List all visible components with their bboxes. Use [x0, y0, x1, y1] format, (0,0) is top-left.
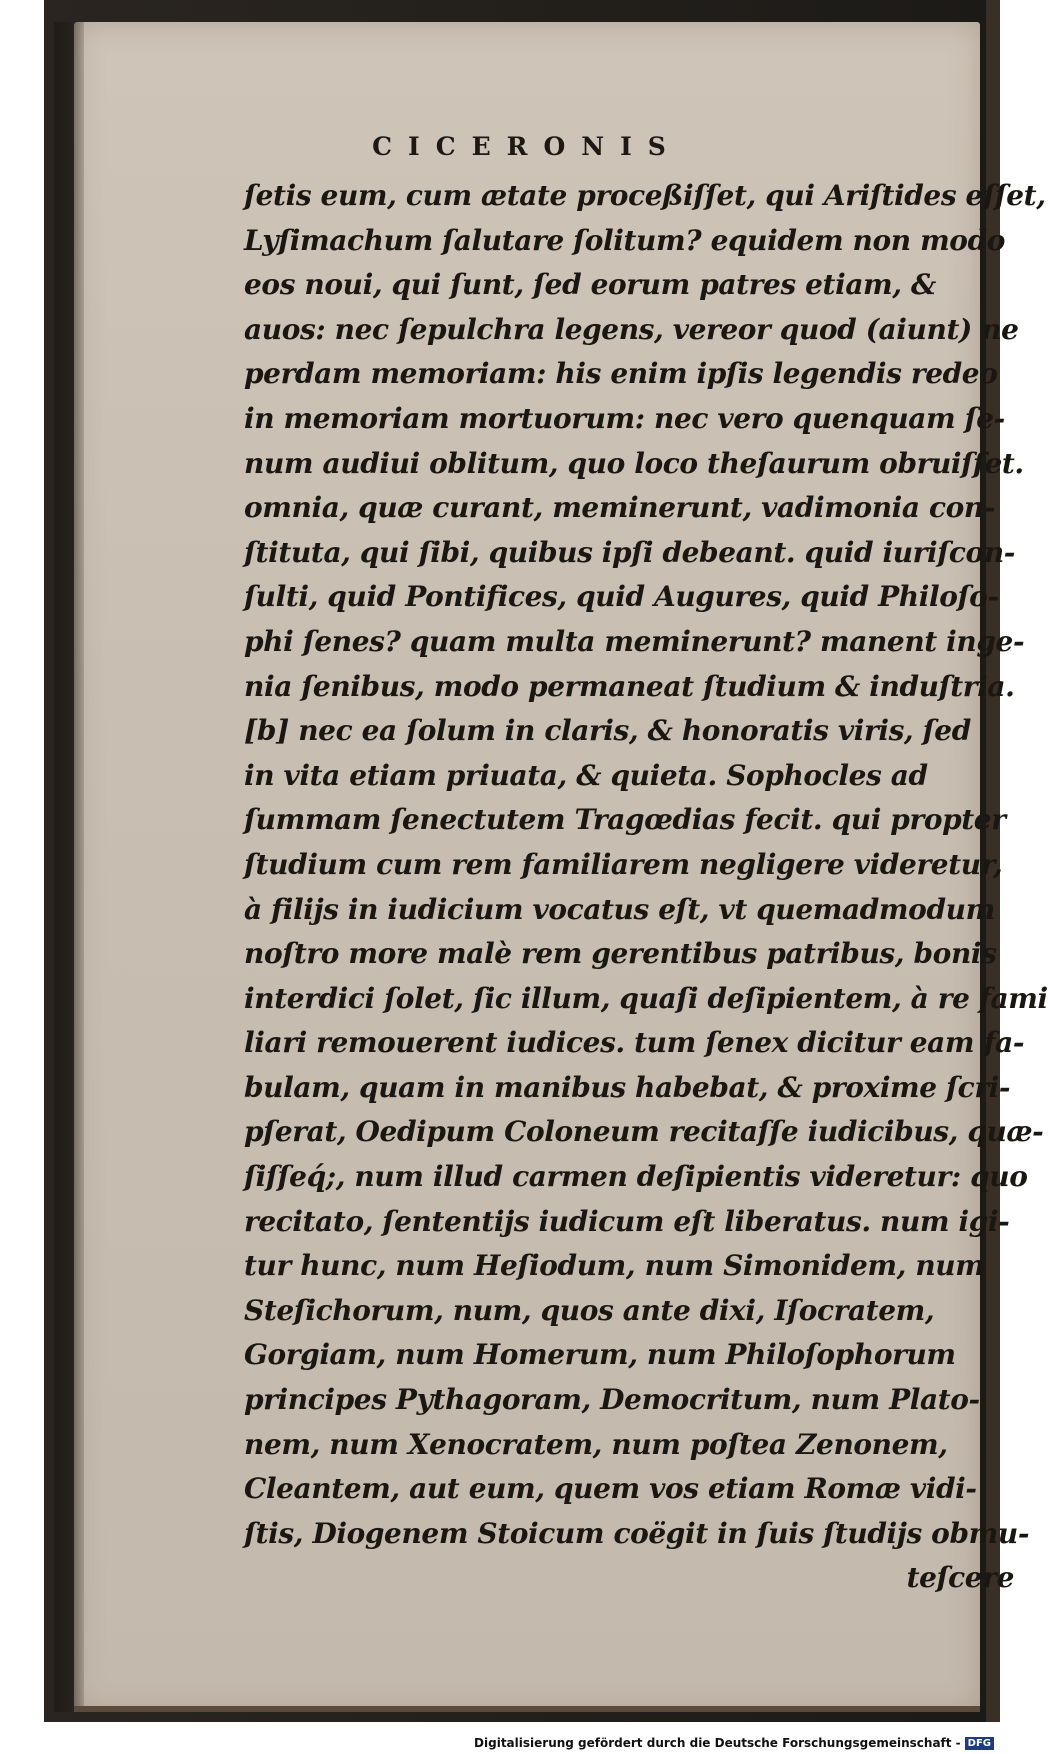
text-line: Steſichorum, num, quos ante dixi, Iſocratem, [244, 1293, 935, 1327]
page-text [244, 174, 1048, 1601]
text-line: tur hunc, num Heſiodum, num Simonidem, num [244, 1249, 985, 1283]
text-line: à filijs in iudicium vocatus eſt, vt quemadmodum [244, 892, 995, 926]
text-line: ſtudium cum rem familiarem negligere videretur, [244, 847, 1003, 881]
text-line: principes Pythagoram, Democritum, num Plato- [244, 1383, 980, 1417]
text-line: Gorgiam, num Homerum, num Philoſophorum [244, 1338, 956, 1372]
text-line: noſtro more malè rem gerentibus patribus, bonis [244, 937, 997, 971]
text-line: ſetis eum, cum ætate proceßiſſet, qui Ariſtides eſſet, [244, 179, 1046, 212]
digitization-credit [474, 1736, 994, 1750]
text-line: nem, num Xenocratem, num poſtea Zenonem, [244, 1427, 948, 1461]
text-line: recitato, ſententijs iudicum eſt liberatus. num igi- [244, 1204, 1010, 1238]
text-line: auos: nec ſepulchra legens, vereor quod (aiunt) ne [244, 312, 1019, 346]
text-line: ſulti, quid Pontifices, quid Augures, quid Philoſo- [244, 580, 999, 614]
text-line: perdam memoriam: his enim ipſis legendis redeo [244, 357, 998, 391]
text-line: pſerat, Oedipum Coloneum recitaſſe iudicibus, quæ- [244, 1115, 1044, 1149]
dfg-logo: DFG [965, 1737, 994, 1750]
text-line: eos noui, qui ſunt, ſed eorum patres etiam, & [244, 268, 936, 302]
text-line: Cleantem, aut eum, quem vos etiam Romæ vidi- [244, 1472, 977, 1506]
credit-text: Digitalisierung gefördert durch die Deutsche Forschungsgemeinschaft - [474, 1736, 961, 1750]
text-line: [b] nec ea ſolum in claris, & honoratis viris, ſed [244, 714, 971, 748]
text-line: ſtituta, qui ſibi, quibus ipſi debeant. quid iuriſcon- [244, 535, 1015, 569]
text-line: phi ſenes? quam multa meminerunt? manent inge- [244, 624, 1025, 658]
text-line: in vita etiam priuata, & quieta. Sophocles ad [244, 758, 928, 792]
text-line: in memoriam mortuorum: nec vero quenquam ſe- [244, 401, 1005, 435]
text-line: omnia, quæ curant, meminerunt, vadimonia con- [244, 491, 996, 525]
text-line: interdici ſolet, ſic illum, quaſi deſipientem, à re fami [244, 981, 1048, 1015]
catchword: teſcere [906, 1561, 1014, 1595]
text-line: bulam, quam in manibus habebat, & proxime ſcri- [244, 1070, 1011, 1104]
text-line: nia ſenibus, modo permaneat ſtudium & induſtria. [244, 669, 1015, 703]
text-line: Lyſimachum ſalutare ſolitum? equidem non modo [244, 223, 1006, 257]
text-line: ſtis, Diogenem Stoicum coëgit in ſuis ſtudijs obmu- [244, 1516, 1030, 1550]
text-line: liari remouerent iudices. tum ſenex dicitur eam fa- [244, 1026, 1025, 1060]
text-line: ſiſſeq́;, num illud carmen deſipientis videretur: quo [244, 1160, 1028, 1194]
text-line: num audiui oblitum, quo loco theſaurum obruiſſet. [244, 446, 1024, 480]
text-line: ſummam ſenectutem Tragœdias fecit. qui propter [244, 803, 1006, 837]
book-page [74, 22, 1048, 1712]
running-head: CICERONIS [372, 132, 682, 161]
